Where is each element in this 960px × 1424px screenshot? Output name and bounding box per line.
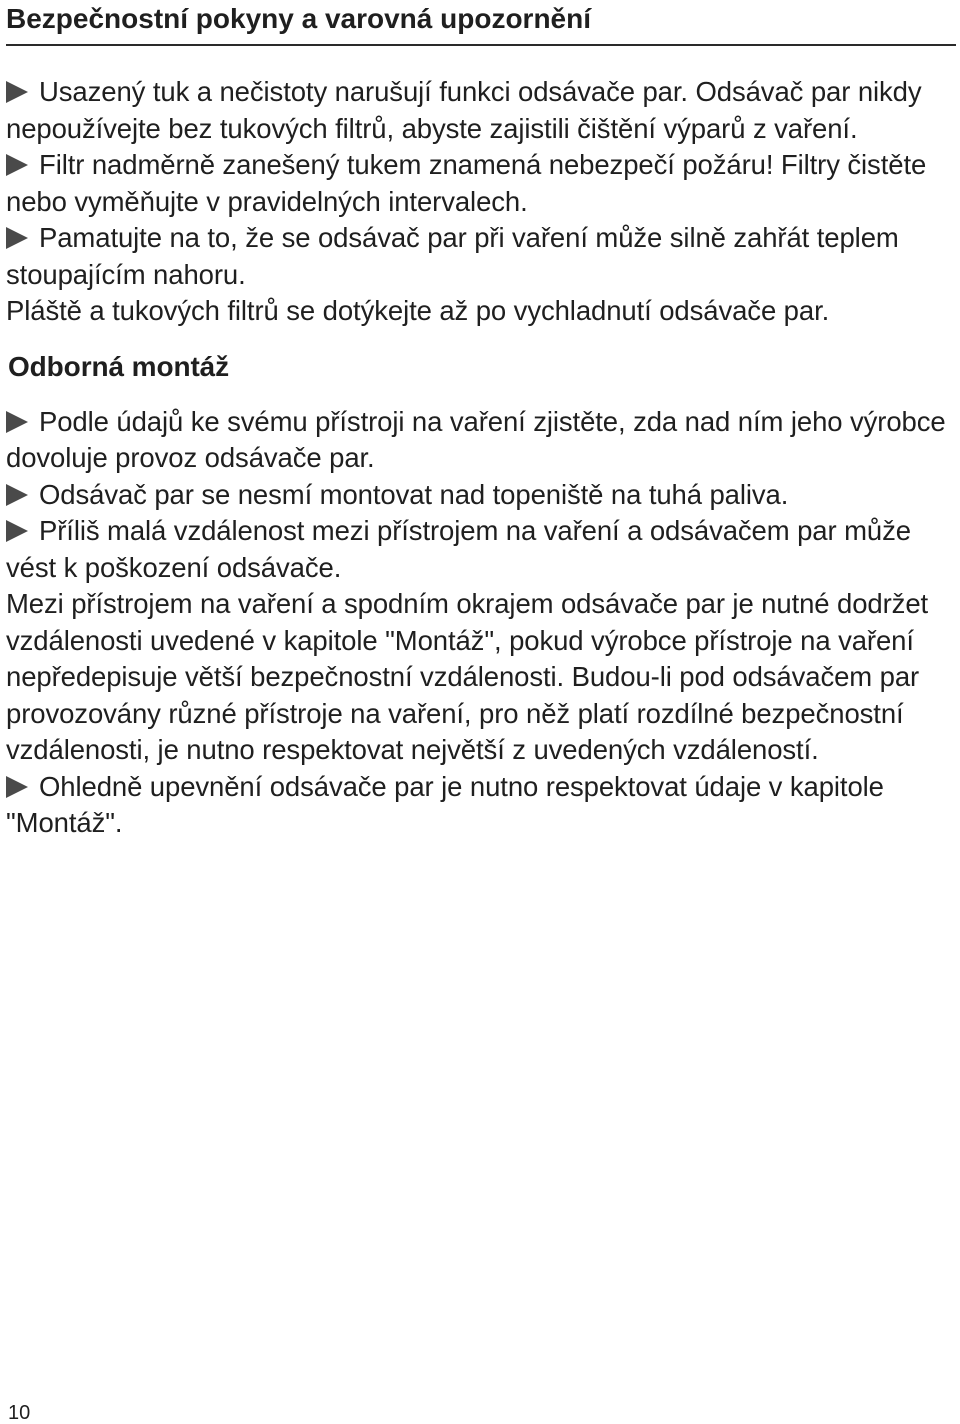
triangle-bullet-icon <box>6 154 28 176</box>
section-heading: Odborná montáž <box>8 350 230 382</box>
page-title: Bezpečnostní pokyny a varovná upozornění <box>6 3 592 34</box>
triangle-bullet-icon <box>6 81 28 103</box>
installation-text: Příliš malá vzdálenost mezi přístrojem na vaření a odsávačem par může vést k poškození odsávače. <box>6 515 911 583</box>
installation-text: Mezi přístrojem na vaření a spodním okrajem odsávače par je nutné dodržet vzdálenosti uvedené v kapitole "Montáž", pokud výrobce přístroje na vaření nepředepisuje větší bezpečnostní vzdálenosti. Budou-li pod odsávačem par provozovány různé přístroje na vaření, pro něž platí rozdílné bezpečnostní vzdálenosti, je nutno respektovat největší z uvedených vzdáleností. <box>6 588 929 765</box>
warning-item-heat-continued <box>6 293 954 330</box>
triangle-bullet-icon <box>6 411 28 433</box>
installation-item-distance-continued <box>6 586 954 769</box>
warning-item-grease <box>6 74 954 147</box>
installation-item-manufacturer <box>6 404 954 477</box>
warning-text: Pamatujte na to, že se odsávač par při vaření může silně zahřát teplem stoupajícím nahoru. <box>6 222 899 290</box>
warning-text: Usazený tuk a nečistoty narušují funkci odsávače par. Odsávač par nikdy nepoužívejte bez tukových filtrů, abyste zajistili čištění výparů z vaření. <box>6 76 922 144</box>
page-content <box>6 74 954 842</box>
installation-item-distance <box>6 513 954 586</box>
warning-text: Filtr nadměrně zanešený tukem znamená nebezpečí požáru! Filtry čistěte nebo vyměňujte v pravidelných intervalech. <box>6 149 927 217</box>
installation-item-solid-fuel <box>6 477 954 514</box>
triangle-bullet-icon <box>6 520 28 542</box>
warning-text: Pláště a tukových filtrů se dotýkejte až po vychladnutí odsávače par. <box>6 295 830 326</box>
page-number: 10 <box>8 1402 31 1424</box>
warning-item-heat <box>6 220 954 293</box>
page-header <box>6 0 956 46</box>
installation-text: Ohledně upevnění odsávače par je nutno respektovat údaje v kapitole "Montáž". <box>6 770 884 838</box>
installation-text: Odsávač par se nesmí montovat nad topeniště na tuhá paliva. <box>39 478 789 510</box>
triangle-bullet-icon <box>6 484 28 506</box>
warning-item-fire <box>6 147 954 220</box>
triangle-bullet-icon <box>6 227 28 249</box>
installation-text: Podle údajů ke svému přístroji na vaření zjistěte, zda nad ním jeho výrobce dovoluje provoz odsávače par. <box>6 405 946 473</box>
installation-item-mounting <box>6 769 954 842</box>
triangle-bullet-icon <box>6 776 28 798</box>
